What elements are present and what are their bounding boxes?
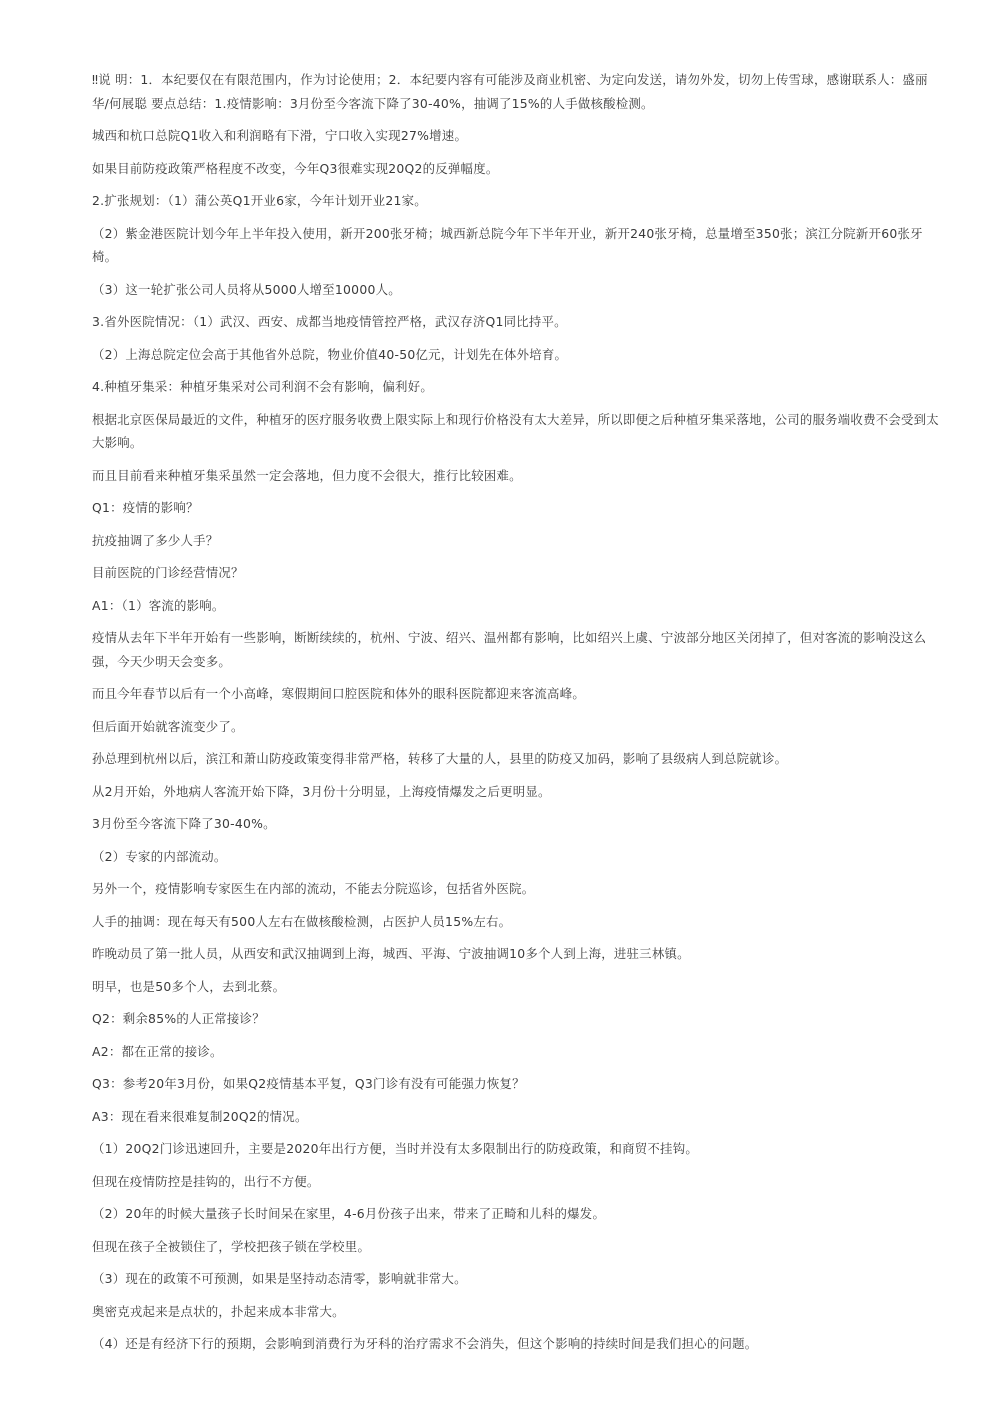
answer-1-experts-paragraph: 另外一个，疫情影响专家医生在内部的流动，不能去分院巡诊，包括省外医院。	[92, 881, 535, 896]
implant-procurement-heading-paragraph: 4.种植牙集采：种植牙集采对公司利润不会有影响，偏利好。	[92, 379, 433, 394]
answer-2-paragraph: A2：都在正常的接诊。	[92, 1043, 223, 1059]
answer-1-policy-paragraph: 孙总理到杭州以后，滨江和萧山防疫政策变得非常严格，转移了大量的人，县里的防疫又加码，影响了县级病人到总院就诊。	[92, 751, 788, 766]
implant-outlook-paragraph: 而且目前看来种植牙集采虽然一定会落地，但力度不会很大，推行比较困难。	[92, 467, 522, 483]
document-page	[92, 68, 944, 1365]
answer-3-point-3-paragraph: （3）现在的政策不可预测，如果是坚持动态清零，影响就非常大。	[92, 1271, 467, 1286]
disclaimer-summary-paragraph: ‼说 明：1．本纪要仅在有限范围内，作为讨论使用；2．本纪要内容有可能涉及商业机密、为定向发送，请勿外发，切勿上传雪球，感谢联系人：盛丽华/何展聪 要点总结：1.疫情影响：3月份至今客流下降了30-40%，抽调了15%的人手做核酸检测。	[92, 72, 928, 111]
answer-1-mobilization-paragraph: 昨晚动员了第一批人员，从西安和武汉抽调到上海，城西、平海、宁波抽调10多个人到上海，进驻三林镇。	[92, 946, 690, 961]
answer-1-tomorrow-paragraph: 明早，也是50多个人，去到北蔡。	[92, 978, 286, 994]
answer-3-paragraph: A3：现在看来很难复制20Q2的情况。	[92, 1108, 308, 1124]
expansion-hospitals-paragraph: （2）紫金港医院计划今年上半年投入使用，新开200张牙椅；城西新总院今年下半年开业，新开240张牙椅，总量增至350张；滨江分院新开60张牙椅。	[92, 225, 923, 264]
answer-1-decline-paragraph: 但后面开始就客流变少了。	[92, 718, 244, 734]
answer-3-point-1-note-paragraph: 但现在疫情防控是挂钩的，出行不方便。	[92, 1173, 320, 1189]
expansion-heading-paragraph: 2.扩张规划：（1）蒲公英Q1开业6家，今年计划开业21家。	[92, 193, 427, 208]
answer-1-traffic-drop-paragraph: 3月份至今客流下降了30-40%。	[92, 816, 276, 831]
summary-policy-paragraph: 如果目前防疫政策严格程度不改变，今年Q3很难实现20Q2的反弹幅度。	[92, 160, 499, 176]
answer-1-epidemic-paragraph: 疫情从去年下半年开始有一些影响，断断续续的，杭州、宁波、绍兴、温州都有影响，比如绍兴上虞、宁波部分地区关闭掉了，但对客流的影响没这么强，今天少明天会变多。	[92, 630, 927, 669]
answer-1-experts-heading-paragraph: （2）专家的内部流动。	[92, 848, 227, 864]
answer-1-staffing-paragraph: 人手的抽调：现在每天有500人左右在做核酸检测，占医护人员15%左右。	[92, 913, 512, 929]
summary-revenue-paragraph: 城西和杭口总院Q1收入和利润略有下滑，宁口收入实现27%增速。	[92, 128, 468, 143]
answer-1-heading-paragraph: A1：（1）客流的影响。	[92, 597, 225, 613]
question-1-staff-paragraph: 抗疫抽调了多少人手？	[92, 532, 219, 548]
expansion-staff-paragraph: （3）这一轮扩张公司人员将从5000人增至10000人。	[92, 281, 401, 297]
answer-3-point-2-paragraph: （2）20年的时候大量孩子长时间呆在家里，4-6月份孩子出来，带来了正畸和儿科的爆发。	[92, 1206, 606, 1221]
question-3-paragraph: Q3：参考20年3月份，如果Q2疫情基本平复，Q3门诊有没有可能强力恢复？	[92, 1076, 525, 1091]
answer-3-point-3-note-paragraph: 奥密克戎起来是点状的，扑起来成本非常大。	[92, 1303, 345, 1319]
question-1-outpatient-paragraph: 目前医院的门诊经营情况？	[92, 565, 244, 580]
out-of-province-heading-paragraph: 3.省外医院情况：（1）武汉、西安、成都当地疫情管控严格，武汉存济Q1同比持平。	[92, 314, 567, 329]
question-2-paragraph: Q2：剩余85%的人正常接诊？	[92, 1011, 265, 1026]
shanghai-hospital-paragraph: （2）上海总院定位会高于其他省外总院，物业价值40-50亿元，计划先在体外培育。	[92, 346, 568, 362]
answer-1-february-paragraph: 从2月开始，外地病人客流开始下降，3月份十分明显，上海疫情爆发之后更明显。	[92, 783, 551, 799]
implant-pricing-paragraph: 根据北京医保局最近的文件，种植牙的医疗服务收费上限实际上和现行价格没有太大差异，所以即便之后种植牙集采落地，公司的服务端收费不会受到太大影响。	[92, 411, 939, 450]
answer-3-point-1-paragraph: （1）20Q2门诊迅速回升，主要是2020年出行方便，当时并没有太多限制出行的防疫政策，和商贸不挂钩。	[92, 1141, 698, 1156]
answer-3-point-2-note-paragraph: 但现在孩子全被锁住了，学校把孩子锁在学校里。	[92, 1238, 371, 1254]
answer-1-spring-festival-paragraph: 而且今年春节以后有一个小高峰，寒假期间口腔医院和体外的眼科医院都迎来客流高峰。	[92, 686, 585, 701]
answer-3-point-4-paragraph: （4）还是有经济下行的预期，会影响到消费行为牙科的治疗需求不会消失，但这个影响的持续时间是我们担心的问题。	[92, 1336, 758, 1351]
question-1-paragraph: Q1：疫情的影响？	[92, 500, 199, 515]
